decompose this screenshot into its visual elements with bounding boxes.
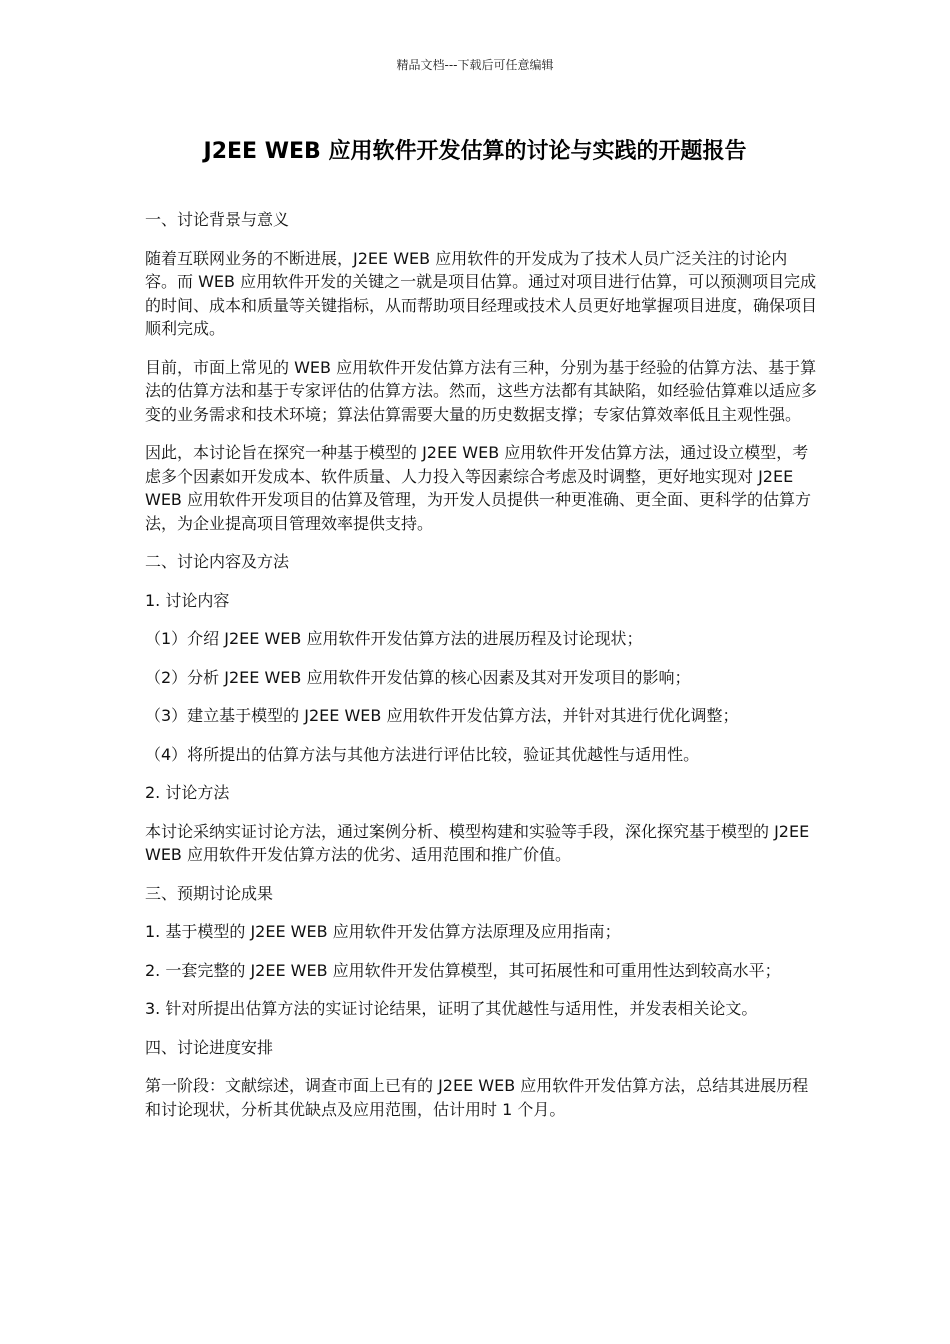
list-item-result-1: 1. 基于模型的 J2EE WEB 应用软件开发估算方法原理及应用指南； xyxy=(145,922,621,941)
document-title: J2EE WEB 应用软件开发估算的讨论与实践的开题报告 xyxy=(203,139,747,164)
subheading-method: 2. 讨论方法 xyxy=(145,783,230,802)
section-heading-schedule: 四、讨论进度安排 xyxy=(145,1037,274,1057)
list-item-content-2: （2）分析 J2EE WEB 应用软件开发估算的核心因素及其对开发项目的影响； xyxy=(145,667,691,687)
section-heading-content-method: 二、讨论内容及方法 xyxy=(145,552,290,571)
paragraph-background-2: 目前，市面上常见的 WEB 应用软件开发估算方法有三种，分别为基于经验的估算方法、基于算法的估算方法和基于专家评估的估算方法。然而，这些方法都有其缺陷，如经验估算难以适应多变的业务需求和技术环境；算法估算需要大量的历史数据支撑；专家估算效率低且主观性强。 xyxy=(145,357,818,424)
list-item-result-2: 2. 一套完整的 J2EE WEB 应用软件开发估算模型，其可拓展性和可重用性达到较高水平； xyxy=(145,960,781,980)
document-body xyxy=(145,208,817,1136)
list-item-content-4: （4）将所提出的估算方法与其他方法进行评估比较，验证其优越性与适用性。 xyxy=(145,744,700,764)
section-heading-background: 一、讨论背景与意义 xyxy=(145,210,290,229)
page-header: 精品文档---下载后可任意编辑 xyxy=(396,58,554,72)
subheading-content: 1. 讨论内容 xyxy=(145,590,230,610)
paragraph-schedule-phase-1: 第一阶段：文献综述，调查市面上已有的 J2EE WEB 应用软件开发估算方法，总结其进展历程和讨论现状，分析其优缺点及应用范围，估计用时 1 个月。 xyxy=(145,1076,809,1119)
list-item-content-1: （1）介绍 J2EE WEB 应用软件开发估算方法的进展历程及讨论现状； xyxy=(145,629,643,648)
section-heading-expected-results: 三、预期讨论成果 xyxy=(145,883,274,903)
list-item-content-3: （3）建立基于模型的 J2EE WEB 应用软件开发估算方法，并针对其进行优化调整； xyxy=(145,706,739,725)
paragraph-method: 本讨论采纳实证讨论方法，通过案例分析、模型构建和实验等手段，深化探究基于模型的 J2EE WEB 应用软件开发估算方法的优劣、适用范围和推广价值。 xyxy=(145,821,810,864)
paragraph-background-1: 随着互联网业务的不断进展，J2EE WEB 应用软件的开发成为了技术人员广泛关注的讨论内容。而 WEB 应用软件开发的关键之一就是项目估算。通过对项目进行估算，可以预测项目完成的时间、成本和质量等关键指标，从而帮助项目经理或技术人员更好地掌握项目进度，确保项目顺利完成。 xyxy=(145,248,818,338)
paragraph-background-3: 因此，本讨论旨在探究一种基于模型的 J2EE WEB 应用软件开发估算方法，通过设立模型，考虑多个因素如开发成本、软件质量、人力投入等因素综合考虑及时调整，更好地实现对 J2EE WEB 应用软件开发项目的估算及管理，为开发人员提供一种更准确、更全面、更科学的估算方法，为企业提高项目管理效率提供支持。 xyxy=(145,443,811,533)
list-item-result-3: 3. 针对所提出估算方法的实证讨论结果，证明了其优越性与适用性，并发表相关论文。 xyxy=(145,999,758,1018)
